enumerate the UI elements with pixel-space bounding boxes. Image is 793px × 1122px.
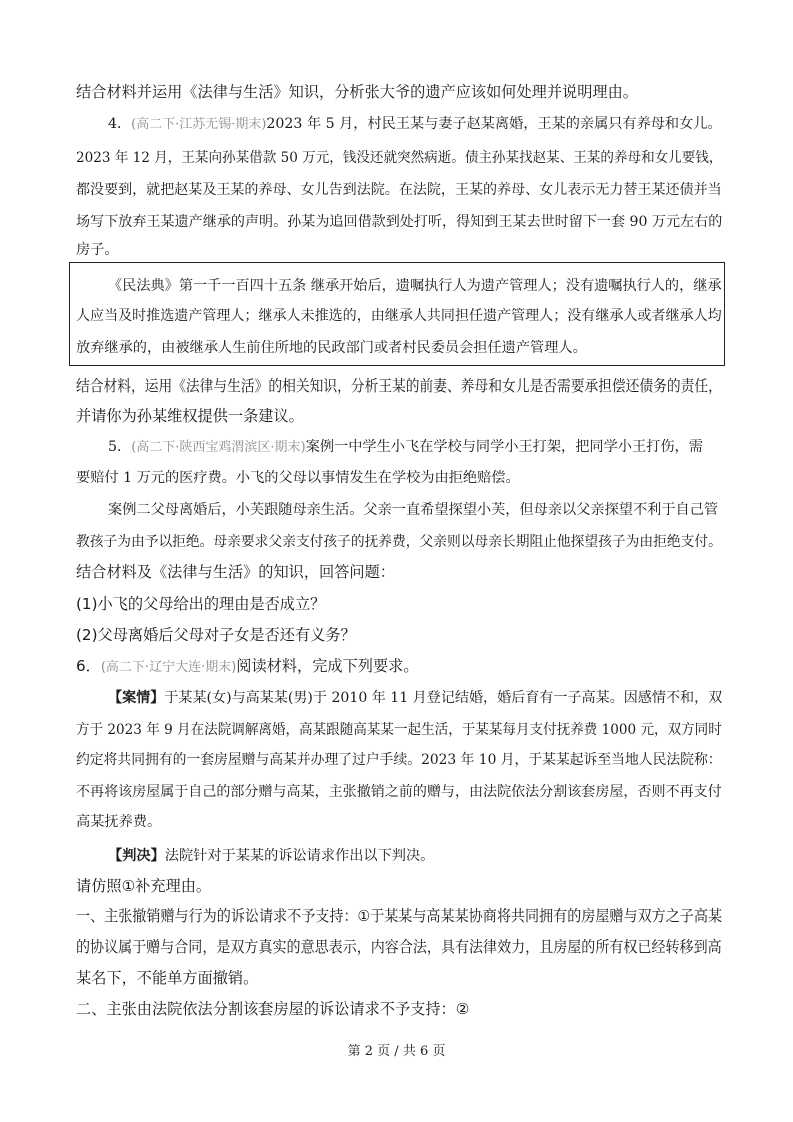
quote-line-3: 放弃继承的，由被继承人生前住所地的民政部门或者村民委员会担任遗产管理人。 xyxy=(76,340,587,356)
case-label: 【案情】 xyxy=(108,690,165,706)
q5-line-2: 要赔付 1 万元的医疗费。小飞的父母以事情发生在学校为由拒绝赔偿。 xyxy=(76,470,520,486)
q6-answer-line-1: 一、主张撤销赠与行为的诉讼请求不予支持：①于某某与高某某协商将共同拥有的房屋赠与双方之子高某 xyxy=(76,907,723,925)
q4-line-4: 场写下放弃王某遗产继承的声明。孙某为追回借款到处打听，得知到王某去世时留下一套 90 万元左右的 xyxy=(76,214,723,230)
q4-number: 4． xyxy=(108,116,132,132)
q4-line-5: 房子。 xyxy=(76,242,119,258)
q6-case-line-1: 【案情】于某某(女)与高某某(男)于 2010 年 11 月登记结婚，婚后育有一子高某。因感情不和，双 xyxy=(108,690,723,706)
q6-number: 6． xyxy=(76,657,101,675)
q4-ask-1: 结合材料，运用《法律与生活》的相关知识，分析王某的前妻、养母和女儿是否需要承担偿还债务的责任， xyxy=(76,377,722,395)
q4-source-tag: (高二下·江苏无锡·期末) xyxy=(131,117,267,132)
q4-line-1: 4．(高二下·江苏无锡·期末)2023 年 5 月，村民王某与妻子赵某离婚，王某的亲属只有养母和女儿。 xyxy=(108,116,722,132)
q6-ask: 请仿照①补充理由。 xyxy=(76,877,212,895)
q6-line-1: 6．(高二下·辽宁大连·期末)阅读材料，完成下列要求。 xyxy=(76,657,419,675)
q6-verdict-line: 【判决】法院针对于某某的诉讼请求作出以下判决。 xyxy=(108,848,435,864)
q5-line-3: 案例二父母离婚后，小芙跟随母亲生活。父亲一直希望探望小芙，但母亲以父亲探望不利于自己管 xyxy=(108,502,719,518)
q6-case-line-4: 不再将该房屋属于自己的部分赠与高某，主张撤销之前的赠与，由法院依法分割该套房屋，否则不再支付 xyxy=(76,784,722,800)
q6-case-line-2: 方于 2023 年 9 月在法院调解离婚，高某跟随高某某一起生活，于某某每月支付抚养费 1000 元，双方同时 xyxy=(76,722,722,738)
q4-ask-2: 并请你为孙某维权提供一条建议。 xyxy=(76,407,304,425)
intro-question: 结合材料并运用《法律与生活》知识，分析张大爷的遗产应该如何处理并说明理由。 xyxy=(76,83,638,101)
q6-case-line-5: 高某抚养费。 xyxy=(76,814,162,830)
q4-line-2: 2023 年 12 月，王某向孙某借款 50 万元，钱没还就突然病逝。债主孙某找赵某、王某的养母和女儿要钱， xyxy=(76,150,723,166)
q5-sub-question-2: (2)父母离婚后父母对子女是否还有义务？ xyxy=(76,626,356,644)
quote-line-1: 《民法典》第一千一百四十五条 继承开始后，遗嘱执行人为遗产管理人；没有遗嘱执行人的，继承 xyxy=(108,278,722,294)
q5-line-4: 教孩子为由予以拒绝。母亲要求父亲支付孩子的抚养费，父亲则以母亲长期阻止他探望孩子为由拒绝支付。 xyxy=(76,534,722,550)
q6-answer-line-2: 的协议属于赠与合同，是双方真实的意思表示，内容合法，具有法律效力，且房屋的所有权已经转移到高 xyxy=(76,938,722,956)
q5-source-tag: (高二下·陕西宝鸡渭滨区·期末) xyxy=(131,440,306,455)
q6-source-tag: (高二下·辽宁大连·期末) xyxy=(100,660,237,675)
q6-answer-line-3: 某名下，不能单方面撤销。 xyxy=(76,969,259,987)
verdict-label: 【判决】 xyxy=(108,848,165,864)
q5-line-1: 5．(高二下·陕西宝鸡渭滨区·期末)案例一中学生小飞在学校与同学小王打架，把同学小王打伤，需 xyxy=(108,439,703,455)
q6-answer-line-4: 二、主张由法院依法分割该套房屋的诉讼请求不予支持：② xyxy=(76,1000,470,1018)
page-footer: 第 2 页 / 共 6 页 xyxy=(347,1044,446,1059)
quote-line-2: 人应当及时推选遗产管理人；继承人未推选的，由继承人共同担任遗产管理人；没有继承人或者继承人均 xyxy=(76,308,722,324)
q5-sub-question-1: (1)小飞的父母给出的理由是否成立？ xyxy=(76,595,326,613)
q5-ask: 结合材料及《法律与生活》的知识，回答问题： xyxy=(76,563,395,581)
q5-number: 5． xyxy=(108,439,132,455)
q6-case-line-3: 约定将共同拥有的一套房屋赠与高某并办理了过户手续。2023 年 10 月，于某某起诉至当地人民法院称： xyxy=(76,752,722,768)
q4-line-3: 都没要到，就把赵某及王某的养母、女儿告到法院。在法院，王某的养母、女儿表示无力替王某还债并当 xyxy=(76,182,722,198)
